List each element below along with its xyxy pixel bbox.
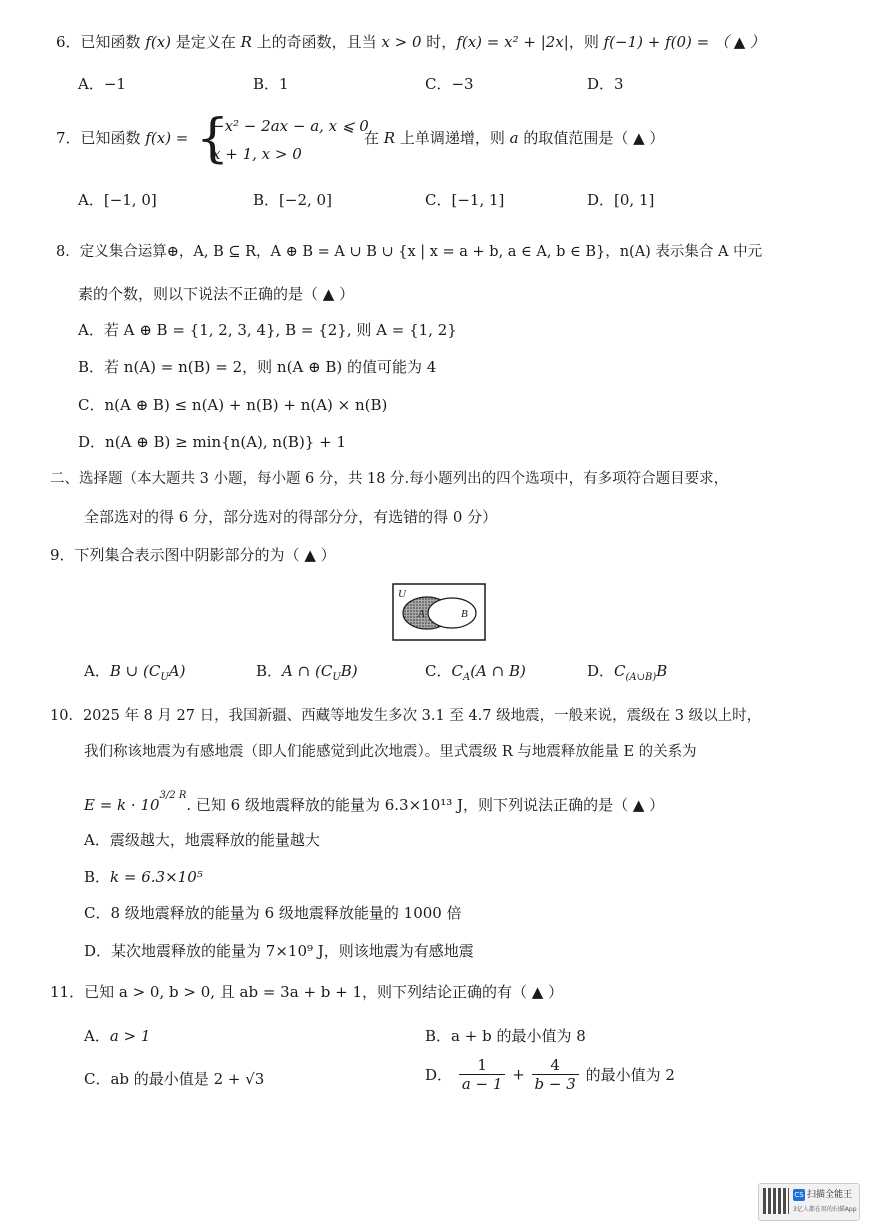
qr-code-icon bbox=[763, 1188, 789, 1214]
q8-stem-line-2: 素的个数，则以下说法不正确的是（ ▲ ） bbox=[78, 285, 355, 303]
q9-stem: 9．下列集合表示图中阴影部分的为（ ▲ ） bbox=[50, 546, 336, 564]
q7-brace: { bbox=[196, 109, 230, 169]
venn-label-b: B bbox=[461, 608, 468, 620]
scanner-watermark-badge bbox=[758, 1183, 860, 1221]
q8-option-d: D．n(A ⊕ B) ≥ min{n(A), n(B)} + 1 bbox=[78, 433, 346, 451]
q6-stem: 6．已知函数 f(x) 是定义在 R 上的奇函数，且当 x > 0 时，f(x) = x² + |2x|，则 f(−1) + f(0) = （ ▲ ） bbox=[56, 33, 766, 51]
q7-option-d: D．[0, 1] bbox=[587, 191, 655, 209]
q7-piece-2: x + 1, x > 0 bbox=[212, 145, 302, 163]
camscanner-logo-icon: CS bbox=[794, 1191, 804, 1199]
q11-option-c: C．ab 的最小值是 2 + √3 bbox=[84, 1070, 265, 1088]
q10-formula: E = k · 10 bbox=[84, 796, 160, 814]
q11-stem: 11．已知 a > 0, b > 0, 且 ab = 3a + b + 1，则下列结论正确的有（ ▲ ） bbox=[50, 983, 564, 1001]
q8-stem-line-1: 8．定义集合运算⊕，A, B ⊆ R，A ⊕ B = A ∪ B ∪ {x | x = a + b, a ∈ A, b ∈ B}，n(A) 表示集合 A 中元 bbox=[56, 244, 763, 260]
q7-stem-tail: 在 R 上单调递增，则 a 的取值范围是（ ▲ ） bbox=[364, 129, 665, 147]
q7-option-c: C．[−1, 1] bbox=[425, 191, 505, 209]
q10-option-b: B．k = 6.3×10⁵ bbox=[84, 868, 203, 886]
q6-option-a: A．−1 bbox=[78, 75, 126, 93]
q6-option-b: B．1 bbox=[253, 75, 289, 93]
q10-option-a: A．震级越大，地震释放的能量越大 bbox=[84, 831, 320, 849]
q11-option-d: D． $\frac{1}{a - 1}$ + $\frac{4}{b - 3}$ 的最小值为 2 bbox=[425, 1056, 675, 1093]
q7-option-b: B．[−2, 0] bbox=[253, 191, 332, 209]
q9-option-c: C．$C_A(A$ ∩ B) bbox=[425, 662, 526, 683]
q6-option-d: D．3 bbox=[587, 75, 624, 93]
q10-formula-line bbox=[84, 792, 664, 815]
venn-label-u: U bbox=[398, 588, 406, 600]
q9-option-b: B．A ∩ $(C_UB)$ bbox=[256, 662, 358, 683]
q7-piece-1: −x² − 2ax − a, x ⩽ 0 bbox=[212, 117, 369, 135]
q10-stem-line-3: . 已知 6 级地震释放的能量为 6.3×10¹³ J，则下列说法正确的是（ ▲ ） bbox=[186, 796, 665, 814]
section2-heading-line-1: 二、选择题（本大题共 3 小题，每小题 6 分，共 18 分.每小题列出的四个选项中，有多项符合题目要求， bbox=[50, 471, 729, 487]
q9-option-a: A．B ∪ $(C_UA)$ bbox=[84, 662, 186, 683]
section2-heading-line-2: 全部选对的得 6 分，部分选对的得部分分，有选错的得 0 分） bbox=[84, 508, 498, 526]
q7-option-a: A．[−1, 0] bbox=[78, 191, 157, 209]
q10-stem-line-1: 10．2025 年 8 月 27 日，我国新疆、西藏等地发生多次 3.1 至 4.7 级地震，一般来说，震级在 3 级以上时， bbox=[50, 708, 762, 724]
q7-number: 7．已知函数 f(x) = bbox=[56, 129, 189, 147]
q9-venn-diagram bbox=[392, 583, 486, 641]
badge-app-name: 扫描全能王 bbox=[807, 1190, 853, 1200]
badge-tagline: 3亿人都在用的扫描App bbox=[793, 1206, 857, 1213]
q8-option-c: C．n(A ⊕ B) ≤ n(A) + n(B) + n(A) × n(B) bbox=[78, 396, 388, 414]
q8-option-b: B．若 n(A) = n(B) = 2，则 n(A ⊕ B) 的值可能为 4 bbox=[78, 358, 437, 376]
q10-formula-exponent: 3/2 R bbox=[159, 790, 187, 801]
q8-option-a: A．若 A ⊕ B = {1, 2, 3, 4}, B = {2}, 则 A = {1, 2} bbox=[78, 321, 457, 339]
q9-option-d: D．$C_{(A\cup B)}B$ bbox=[587, 662, 668, 683]
q11-fraction-1: $\frac{1}{a - 1}$ bbox=[459, 1056, 506, 1093]
q10-option-c: C．8 级地震释放的能量为 6 级地震释放能量的 1000 倍 bbox=[84, 904, 462, 922]
q6-option-c: C．−3 bbox=[425, 75, 474, 93]
q10-stem-line-2: 我们称该地震为有感地震（即人们能感觉到此次地震）。里式震级 R 与地震释放能量 E 的关系为 bbox=[84, 744, 697, 760]
q11-option-a: A．a > 1 bbox=[84, 1027, 151, 1045]
q10-option-d: D．某次地震释放的能量为 7×10⁹ J，则该地震为有感地震 bbox=[84, 942, 474, 960]
venn-label-a: A bbox=[418, 608, 425, 620]
q11-option-b: B．a + b 的最小值为 8 bbox=[425, 1027, 586, 1045]
q11-fraction-2: $\frac{4}{b - 3}$ bbox=[532, 1056, 579, 1093]
venn-set-b bbox=[428, 598, 476, 628]
